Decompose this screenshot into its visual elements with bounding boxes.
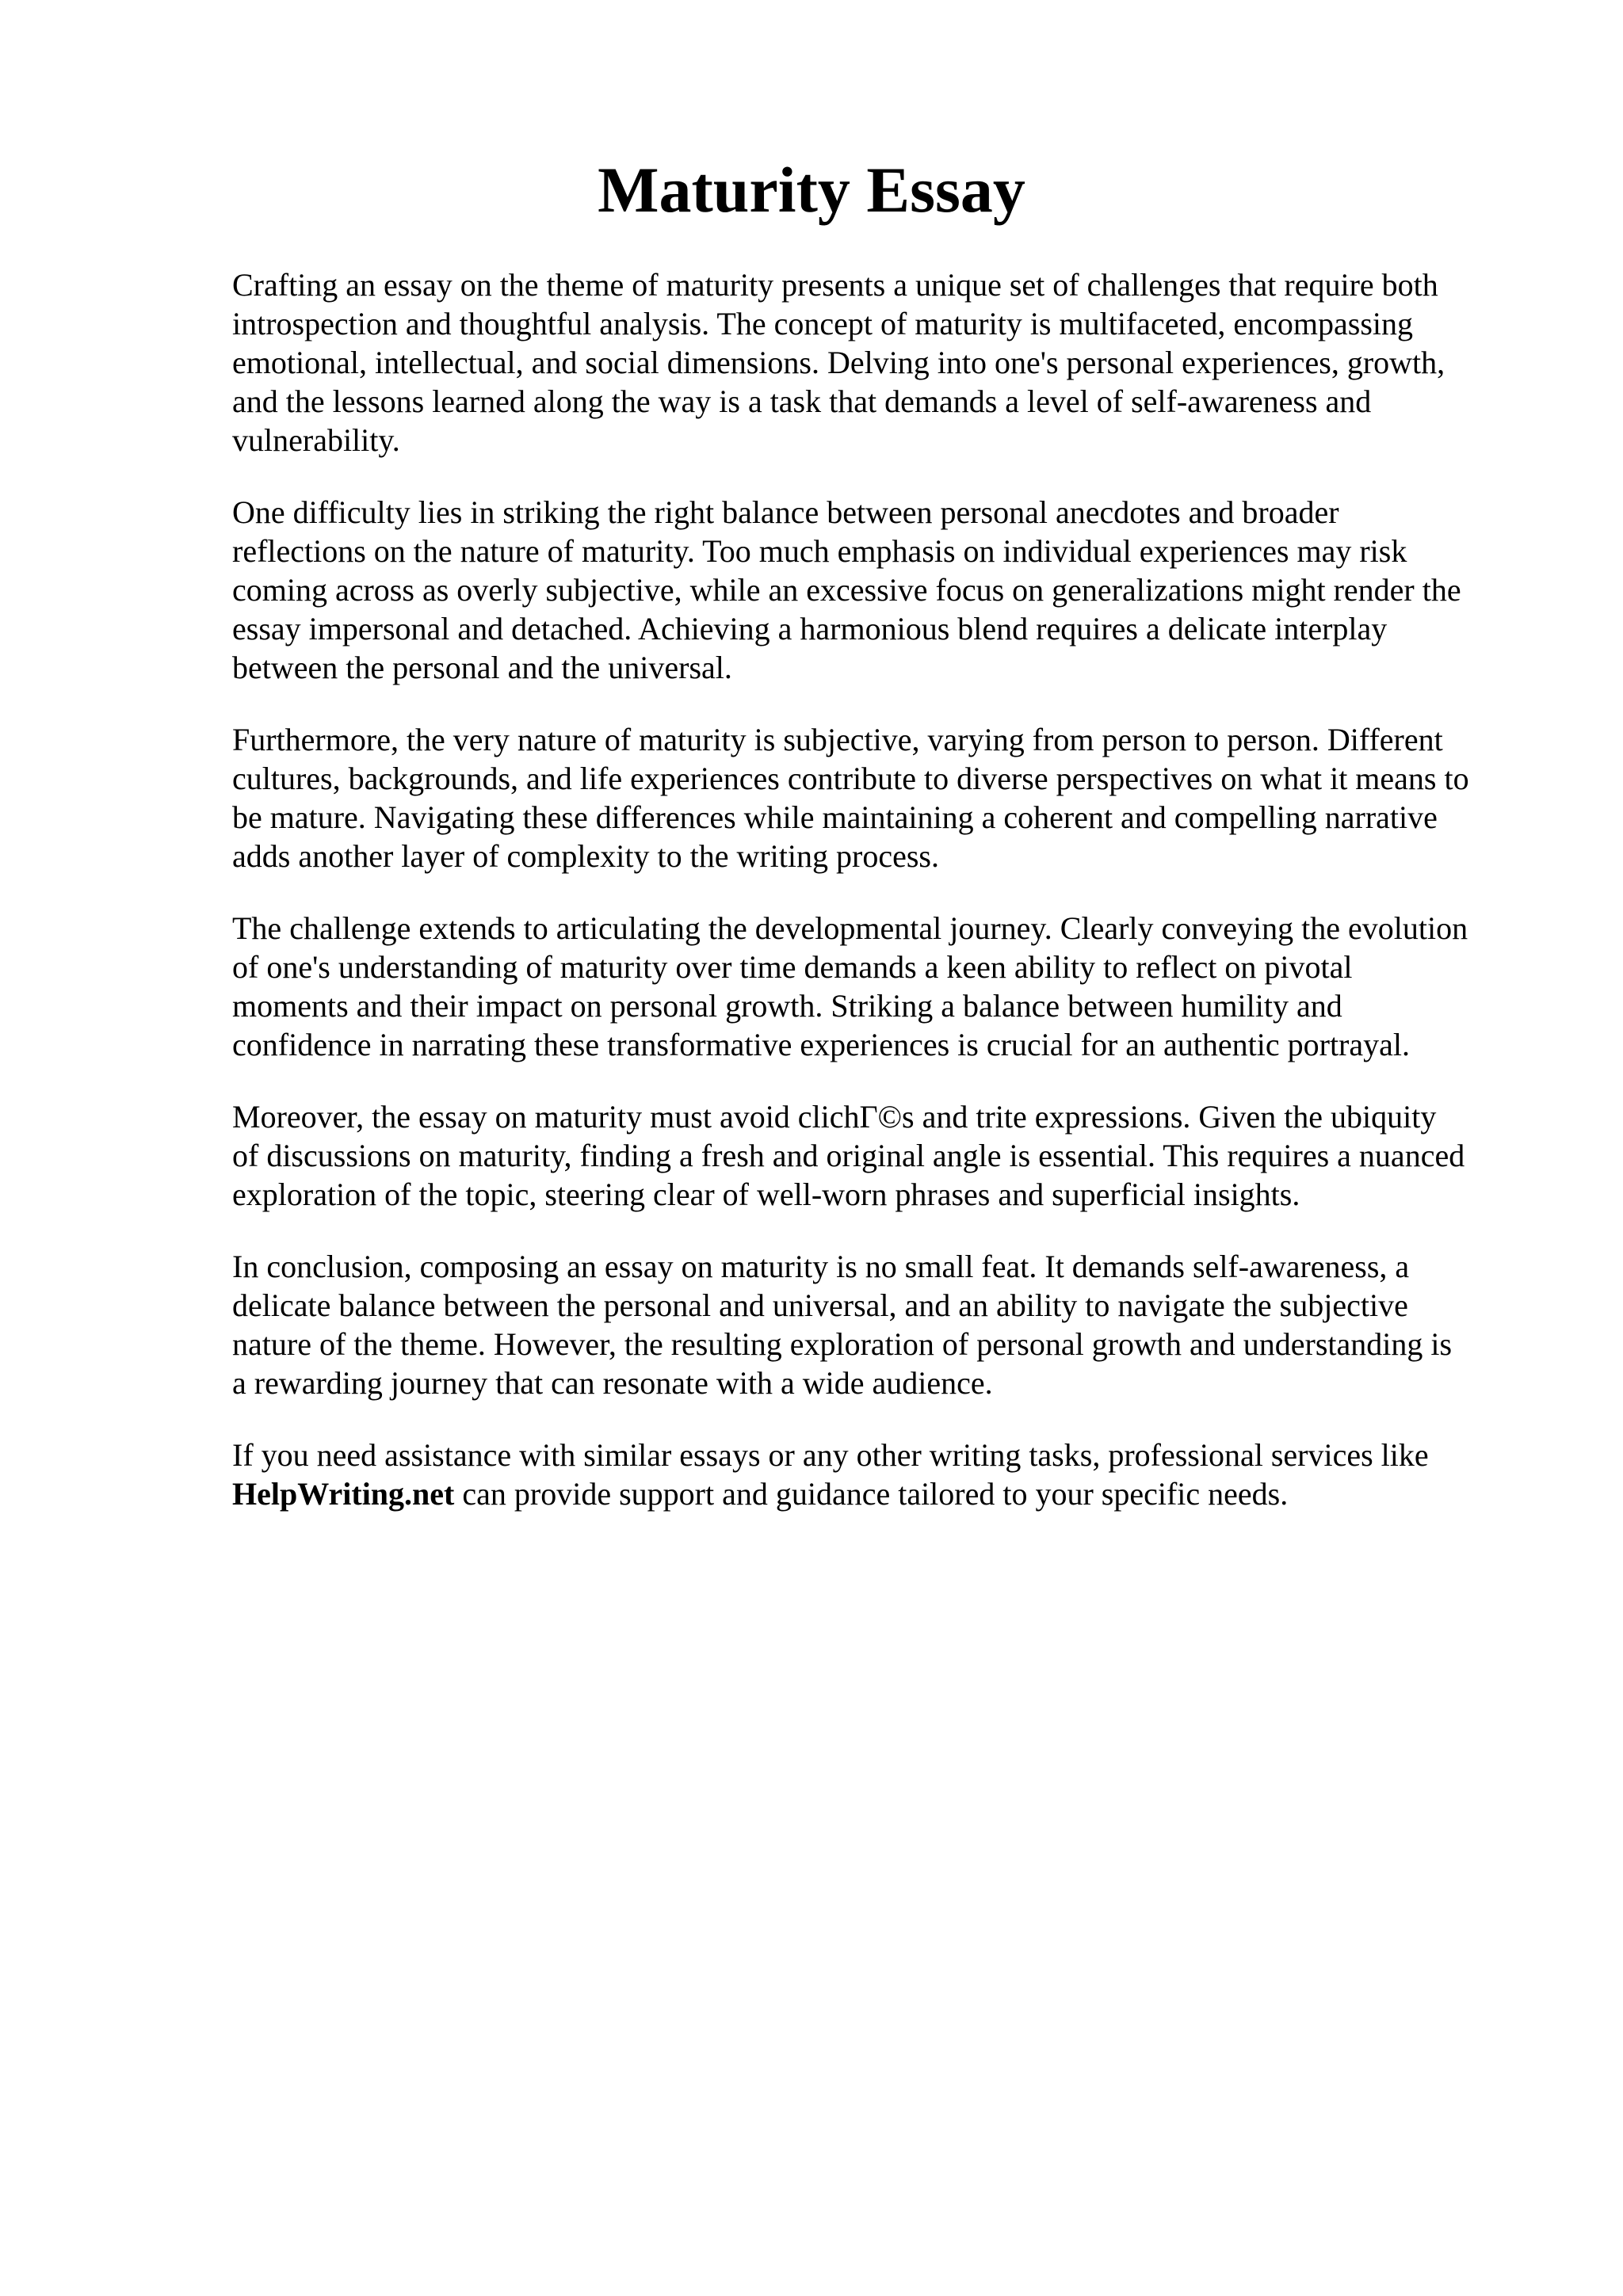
paragraph-3: Furthermore, the very nature of maturity is subjective, varying from person to person. Different cultures, backgrounds, and life experiences contribute to diverse perspectives on what it means to be mature. Navigating these differences while maintaining a coherent and compelling narrative adds another layer of complexity to the writing process. xyxy=(232,722,1469,874)
paragraph-4: The challenge extends to articulating the developmental journey. Clearly conveying the evolution of one's understanding of maturity over time demands a keen ability to reflect on pivotal moments and their impact on personal growth. Striking a balance between humility and confidence in narrating these transformative experiences is crucial for an authentic portrayal. xyxy=(232,910,1468,1062)
paragraph-6: In conclusion, composing an essay on maturity is no small feat. It demands self-awareness, a delicate balance between the personal and universal, and an ability to navigate the subjective nature of the theme. However, the resulting exploration of personal growth and understanding is a rewarding journey that can resonate with a wide audience. xyxy=(232,1249,1453,1401)
brand-name: HelpWriting.net xyxy=(232,1476,455,1512)
closing-text-after: can provide support and guidance tailored to your specific needs. xyxy=(454,1476,1289,1512)
paragraph-1: Crafting an essay on the theme of maturity presents a unique set of challenges that require both introspection and thoughtful analysis. The concept of maturity is multifaceted, encompassing emotional, intellectual, and social dimensions. Delving into one's personal experiences, growth, and the lessons learned along the way is a task that demands a level of self-awareness and vulnerability. xyxy=(232,267,1445,458)
closing-text-before: If you need assistance with similar essays or any other writing tasks, professional services like xyxy=(232,1437,1429,1473)
paragraph-5: Moreover, the essay on maturity must avoid clichГ©s and trite expressions. Given the ubiquity of discussions on maturity, finding a fresh and original angle is essential. This requires a nuanced exploration of the topic, steering clear of well-worn phrases and superficial insights. xyxy=(232,1099,1465,1212)
essay-body xyxy=(232,265,1532,1547)
closing-paragraph xyxy=(232,1436,1532,1513)
page-title: Maturity Essay xyxy=(598,154,1025,226)
paragraph-2: One difficulty lies in striking the right balance between personal anecdotes and broader reflections on the nature of maturity. Too much emphasis on individual experiences may risk coming across as overly subjective, while an excessive focus on generalizations might render the essay impersonal and detached. Achieving a harmonious blend requires a delicate interplay between the personal and the universal. xyxy=(232,494,1461,685)
